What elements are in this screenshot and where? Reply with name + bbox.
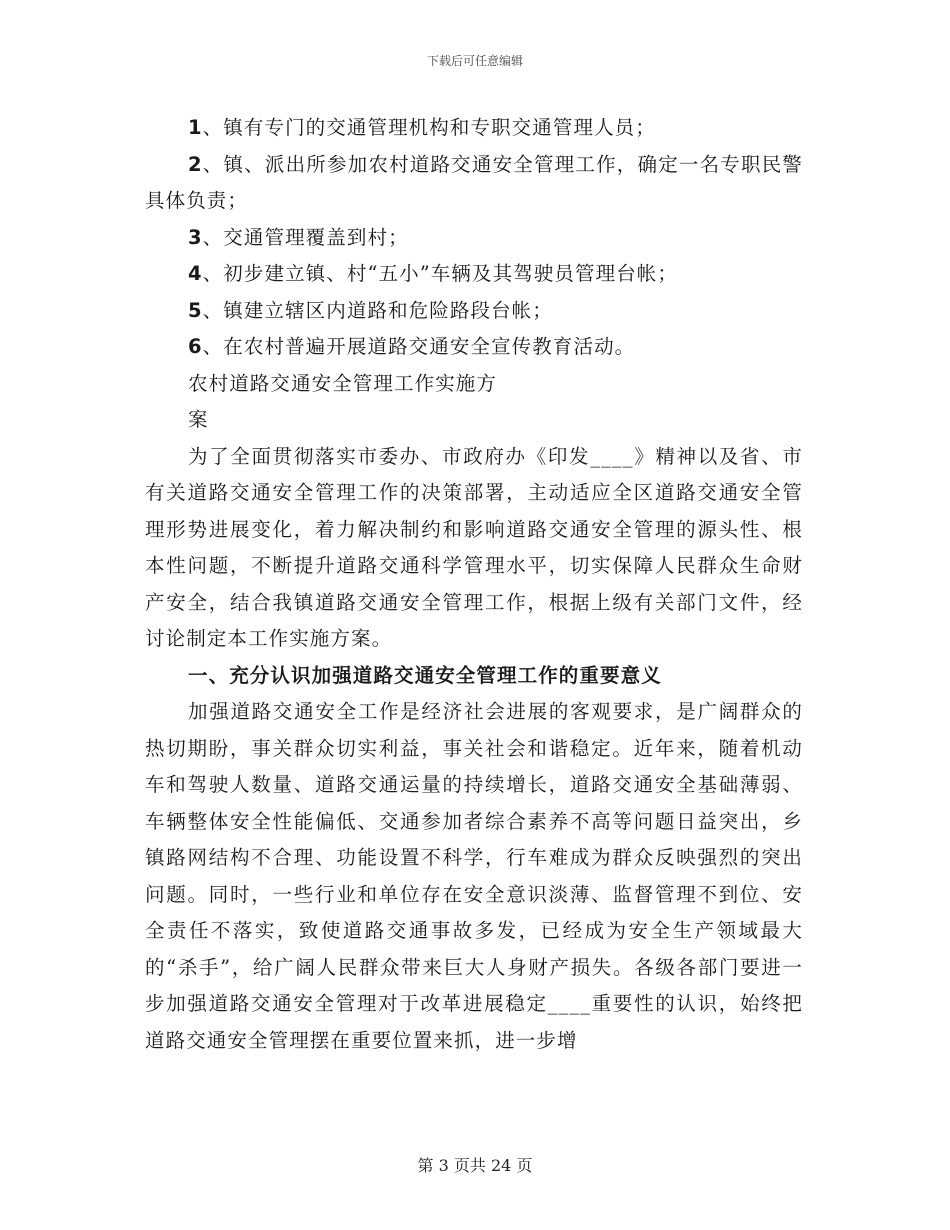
page-header: 下载后可任意编辑: [426, 54, 523, 68]
section-1-heading: 一、充分认识加强道路交通安全管理工作的重要意义: [188, 663, 662, 687]
section-1-paragraph: 加强道路交通安全工作是经济社会进展的客观要求，是广阔群众的热切期盼，事关群众切实利益，事关社会和谐稳定。近年来，随着机动车和驾驶人数量、道路交通运量的持续增长，道路交通安全基础薄弱、车辆整体安全性能偏低、交通参加者综合素养不高等问题日益突出，乡镇路网结构不合理、功能设置不科学，行车难成为群众反映强烈的突出问题。同时，一些行业和单位存在安全意识淡薄、监督管理不到位、安全责任不落实，致使道路交通事故多发，已经成为安全生产领域最大的“杀手”，给广阔人民群众带来巨大人身财产损失。各级各部门要进一步加强道路交通安全管理对于改革进展稳定____重要性的认识，始终把道路交通安全管理摆在重要位置来抓，进一步增: [145, 700, 803, 1052]
doc-title-line-1: 农村道路交通安全管理工作实施方: [188, 371, 498, 395]
list-text: 、初步建立镇、村“五小”车辆及其驾驶员管理台帐；: [202, 262, 679, 285]
list-item-2: [145, 147, 803, 220]
list-number: 5: [188, 298, 203, 322]
list-number: 2: [188, 152, 203, 176]
list-item-4: [145, 256, 803, 293]
list-number: 3: [188, 225, 203, 249]
page-footer: 第 3 页共 24 页: [417, 1156, 533, 1175]
list-text: 、交通管理覆盖到村；: [202, 225, 409, 249]
list-text: 、在农村普遍开展道路交通安全宣传教育活动。: [202, 335, 636, 358]
list-number: 6: [188, 335, 203, 358]
list-item-1: [145, 110, 803, 147]
list-item-3: [145, 220, 803, 257]
document-body: [145, 110, 803, 1059]
intro-paragraph: 为了全面贯彻落实市委办、市政府办《印发____》精神以及省、市有关道路交通安全管理工作的决策部署，主动适应全区道路交通安全管理形势进展变化，着力解决制约和影响道路交通安全管理的源头性、根本性问题，不断提升道路交通科学管理水平，切实保障人民群众生命财产安全，结合我镇道路交通安全管理工作，根据上级有关部门文件，经讨论制定本工作实施方案。: [145, 444, 803, 650]
list-text: 、镇、派出所参加农村道路交通安全管理工作，确定一名专职民警具体负责；: [145, 152, 803, 212]
list-item-5: [145, 293, 803, 330]
list-number: 4: [188, 262, 203, 285]
list-text: 、镇有专门的交通管理机构和专职交通管理人员；: [202, 116, 656, 139]
doc-title-line-2: 案: [188, 408, 209, 431]
list-text: 、镇建立辖区内道路和危险路段台帐；: [202, 298, 553, 322]
list-number: 1: [188, 116, 203, 139]
list-item-6: [145, 329, 803, 366]
